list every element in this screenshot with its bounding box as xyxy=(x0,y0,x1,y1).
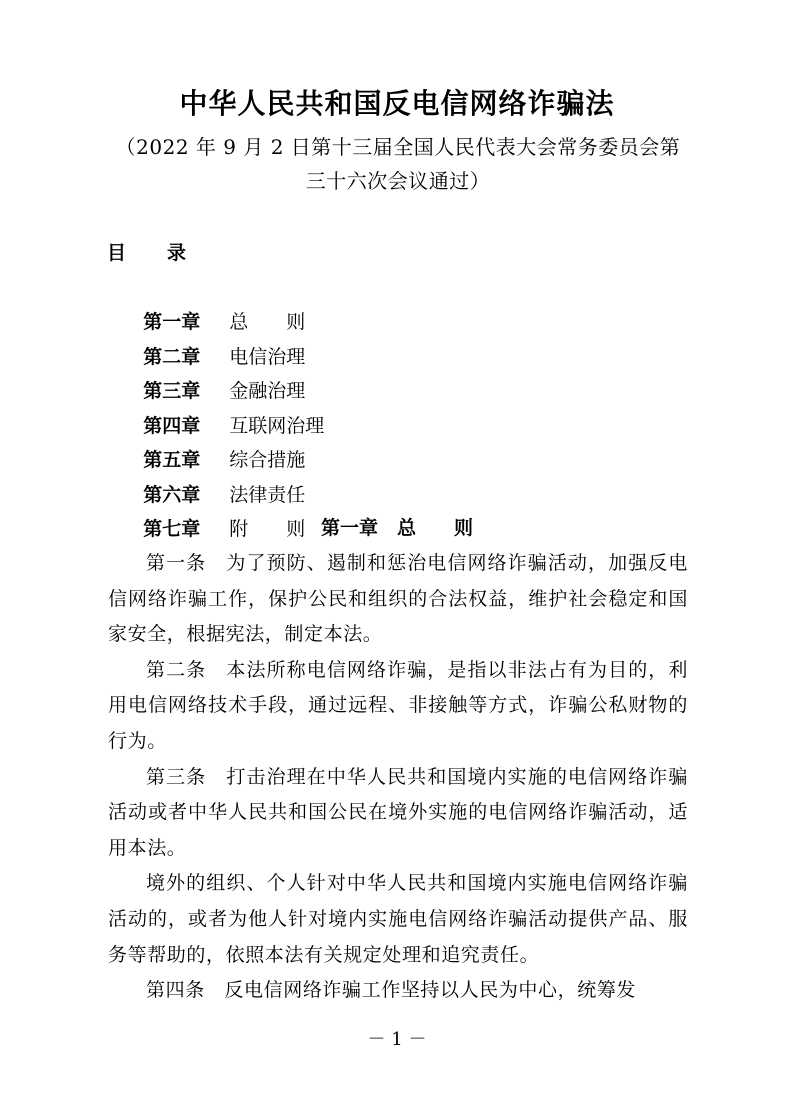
toc-chapter-number: 第一章 xyxy=(143,311,201,333)
toc-chapter-number: 第六章 xyxy=(143,483,201,506)
article-number: 第四条 xyxy=(146,979,205,1002)
article-text: 境外的组织、个人针对中华人民共和国境内实施电信网络诈骗活动的，或者为他人针对境内实施电信网络诈骗活动提供产品、服务等帮助的，依照本法有关规定处理和追究责任。 xyxy=(108,872,688,966)
article-text: 本法所称电信网络诈骗，是指以非法占有为目的，利用电信网络技术手段，通过远程、非接触等方式，诈骗公私财物的行为。 xyxy=(108,658,688,752)
article-number: 第三条 xyxy=(146,765,207,788)
toc-heading: 目 录 xyxy=(107,242,188,264)
article-number: 第一条 xyxy=(146,552,207,574)
toc-chapter-number: 第五章 xyxy=(143,449,201,471)
continuation-paragraph xyxy=(108,866,688,973)
toc-chapter-number: 第二章 xyxy=(143,345,201,368)
page-number: － 1 － xyxy=(367,1029,427,1050)
toc-chapter-title: 综合措施 xyxy=(229,449,306,471)
toc-chapter-number: 第七章 xyxy=(143,518,201,540)
toc-chapter-title: 总 则 xyxy=(229,311,306,333)
toc-chapter-number: 第四章 xyxy=(143,414,201,437)
document-body xyxy=(108,546,688,1009)
toc-chapter-title: 法律责任 xyxy=(229,483,306,506)
toc-chapter-number: 第三章 xyxy=(143,380,201,402)
document-title: 中华人民共和国反电信网络诈骗法 xyxy=(179,87,615,120)
toc-chapter-title: 互联网治理 xyxy=(229,414,325,437)
toc-chapter-title: 电信治理 xyxy=(229,345,306,368)
article-paragraph xyxy=(108,653,688,760)
document-subtitle: （2022 年 9 月 2 日第十三届全国人民代表大会常务委员会第三十六次会议通过） xyxy=(115,135,681,193)
article-paragraph xyxy=(108,760,688,867)
article-text: 反电信网络诈骗工作坚持以人民为中心，统筹发 xyxy=(224,979,637,1002)
article-paragraph xyxy=(108,546,688,653)
chapter-heading: 第一章 总 则 xyxy=(320,517,473,539)
article-text: 打击治理在中华人民共和国境内实施的电信网络诈骗活动或者中华人民共和国公民在境外实施的电信网络诈骗活动，适用本法。 xyxy=(108,765,688,859)
toc-chapter-title: 金融治理 xyxy=(229,380,306,402)
article-number: 第二条 xyxy=(146,658,207,681)
article-text: 为了预防、遏制和惩治电信网络诈骗活动，加强反电信网络诈骗工作，保护公民和组织的合法权益，维护社会稳定和国家安全，根据宪法，制定本法。 xyxy=(108,552,688,646)
article-paragraph xyxy=(108,973,688,1009)
toc-chapter-title: 附 则 xyxy=(229,518,306,540)
toc-item xyxy=(107,271,324,333)
table-of-contents xyxy=(107,236,325,540)
